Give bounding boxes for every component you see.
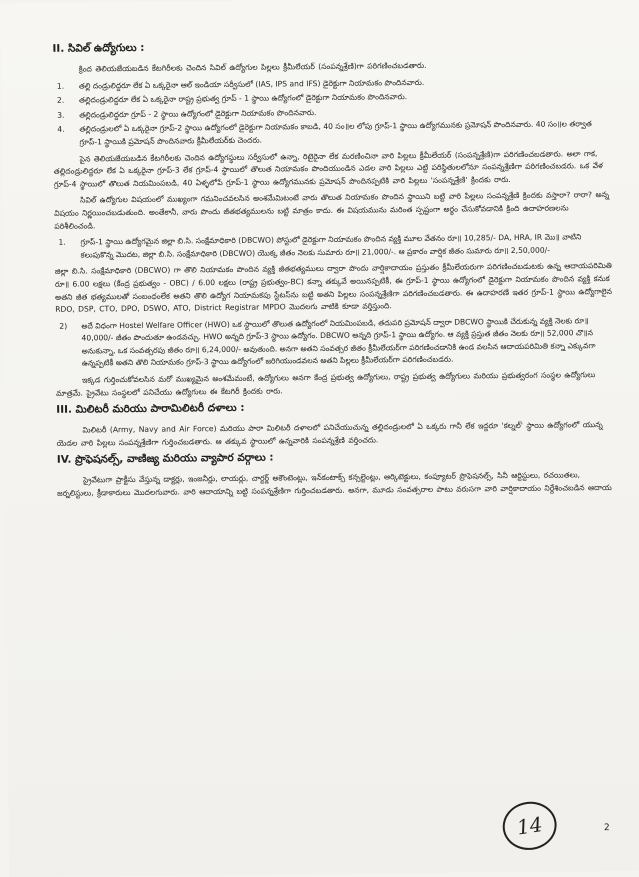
section-heading-military: III. మిలిటరీ మరియు పారామిలిటరీ దళాలు :: [56, 402, 245, 417]
example-1: 1. గ్రూప్-1 స్థాయి ఉద్యోగమైన జిల్లా బి.సి. సంక్షేమాధికారి (DBCWO) పోస్టులో డైరెక్టుగా నియామకం పొందిన వ్యక్తి మూల వేతనం రూ॥ 10,285/- DA, HRA, IR మొ॥ వాటిని కలుపుకొన్న మొదట, జిల్లా బి.సి. సంక్షేమాధికారి (DBCWO) యొక్క జీతం నెలకు సుమారు రూ॥ 21,000/-. ఆ ప్రకారం వార్షిక జీతం సుమారు రూ॥ 2,50,000/-: [58, 232, 582, 260]
civil-paragraph-1: పైన తెలియజేయబడిన కేటగిరీలకు చెందిన ఉద్యోగస్థులు సర్వీసులో ఉన్నా, రిటైరైనా లేక మరణించినా వారి పిల్లలు క్రీమీలేయర్ (సంపన్నశ్రేణి)గా పరిగణించబడతారు. అలా గాక, తల్లిదండ్రులిద్దరూ లేక ఏ ఒక్కరైనా గ్రూప్-3 లేక గ్రూప్-4 స్థాయిలో తొలుత నియామకం పొందియుండిన ఎడల వారి పిల్లలు ఎట్టి పరిస్థితులలోనూ సంపన్నశ్రేణిగా పరిగణించబడరు. ఒక వేళ గ్రూప్-4 స్థాయిలో తొలుత నియమింపబడి, 40 ఏళ్ళలోపే గ్రూప్-1 స్థాయి ఉద్యోగమునకు ప్రమోషన్ పొందినప్పటికి వారి పిల్లలు 'సంపన్నశ్రేణి' క్రిందకు రారు.: [53, 148, 603, 189]
professionals-text: ప్రైవేటుగా ప్రాక్టీసు వేస్తున్న డాక్టర్లు, ఇంజనీర్లు, లాయర్లు, చార్టర్డ్ అకౌంటెంట్లు, ఇన్‌కంటాక్స్ కన్సల్టెంట్లు, ఆర్కిటెక్టులు, కంప్యూటర్ ప్రొఫెషనల్స్, సినీ ఆర్టిస్టులు, రచయితలు, జర్నలిస్టులు, క్రీడాకారులు మొదలగువారు. వారి ఆదాయాన్ని బట్టి సంపన్నశ్రేణిగా గుర్తించబడతారు. అనగా, మూడు సంవత్సరాల పాటు వరుసగా వారి వార్షికాదాయం నిర్దేశించబడిన ఆదాయ: [57, 470, 612, 498]
handwritten-page-stamp: 14: [499, 798, 560, 854]
list-item: 2. తల్లిదండ్రులిద్దరూ లేక ఏ ఒక్కరైనా రాష్ట్ర ప్రభుత్వ గ్రూప్ - 1 స్థాయి ఉద్యోగంలో డైరెక్టుగా నియామకం పొందినవారు.: [56, 92, 408, 105]
example-1-continuation: జిల్లా బి.సి. సంక్షేమాధికారి (DBCWO) గా తొలి నియామకం పొందిన వ్యక్తి జీతభత్యములు ద్వారా పొందు వార్షికాదాయం ప్రస్తుతం క్రీమీలేయరుగా పరిగణించబడుటకు ఉన్న ఆదాయపరిమితి రూ॥ 6.00 లక్షలు (కేంద్ర ప్రభుత్వం - OBC) / 6.00 లక్షలు (రాష్ట్ర ప్రభుత్వం-BC) కన్నా తక్కువే అయినప్పటికీ, ఈ గ్రూప్-1 స్థాయి ఉద్యోగంలో డైరెక్టుగా నియామకం పొందిన వ్యక్తి కనుక అతని జీత భత్యములతో సంబంధంలేక అతని తొలి ఉద్యోగ నియామకపు స్టేటస్‌ను బట్టి అతని పిల్లలు సంపన్నశ్రేణిగా పరిగణించబడతారు. ఈ ఉదాహరణే ఇతర గ్రూప్-1 స్థాయి ఉద్యోగాలైన RDO, DSP, CTO, DPO, DSWO, ATO, District Registrar MPDO మొదలగు వాటికి కూడా వర్తిస్తుంది.: [54, 261, 612, 314]
section-heading-professionals: IV. ప్రొఫెషనల్స్, వాణిజ్య మరియు వ్యాపార వర్గాలు :: [56, 451, 274, 467]
example-2: 2) అదే విధంగా Hostel Welfare Officer (HWO) ఒక స్థాయిలో తొలుత ఉద్యోగంలో నియమింపబడి, తదుపరి ప్రమోషన్ ద్వారా DBCWO స్థాయికి చేరుకున్న వ్యక్తి నెలకు రూ॥ 40,000/- జీతం పొందుతూ ఉండవచ్చు. HWO అన్నది గ్రూప్-3 స్థాయి ఉద్యోగం. DBCWO అన్నది గ్రూప్-1 స్థాయి ఉద్యోగం. ఆ వ్యక్తి ప్రస్తుత జీతం నెలకు రూ॥ 52,000 చొ॥న అనుకున్నా, ఒక సంవత్సరపు జీతం రూ॥ 6,24,000/- అవుతుంది. అనగా అతని సంవత్సర జీతం క్రీమీలేయర్‌గా పరిగణించడానికి ఉండ వలసిన ఆదాయపరిమితి కన్నా ఎక్కువగా ఉన్నప్పటికీ అతని తొలి నియామకం గ్రూప్-3 స్థాయి ఉద్యోగంలో జరిగియుండవలన అతని పిల్లలు క్రీమీలేయర్‌గా పరిగణించబడరు.: [59, 315, 596, 368]
civil-closing: ఇక్కడ గుర్తించుకోవలసిన మరో ముఖ్యమైన అంశమేమంటే, ఉద్యోగులు అనగా కేంద్ర ప్రభుత్వ ఉద్యోగులు, రాష్ట్ర ప్రభుత్వ ఉద్యోగులు మరియు ప్రభుత్వరంగ సంస్థల ఉద్యోగులు మాత్రమే. ప్రైవేటు సంస్థలలో పనిచేయు ఉద్యోగులు ఈ కేటగిరీ క్రిందకు రారు.: [56, 370, 596, 398]
section-heading-civil: II. సివిల్ ఉద్యోగులు :: [52, 41, 145, 55]
page-number: 2: [603, 823, 610, 834]
civil-paragraph-2: సివిల్ ఉద్యోగుల విషయంలో ముఖ్యంగా గమనించవలసిన అంశమేమిటంటే వారు తొలుత నియామకం పొందిన స్థాయిని బట్టి వారి పిల్లలు సంపన్నశ్రేణి క్రిందకు వస్తారా? రారా? అన్న విషయం నిర్ణయించబడుతుంది. అంతేకానీ, వారు పొందు జీతభత్యములను బట్టి మాత్రం కాదు. ఈ విషయమును మరింత స్పష్టంగా అర్థం చేసుకోవడానికి క్రింది ఉదాహరణలను పరిశీలించండి.: [54, 190, 610, 231]
civil-intro: క్రింద తెలియజేయబడిన కేటగిరీలకు చెందిన సివిల్ ఉద్యోగుల పిల్లలు క్రీమీలేయర్ (సంపన్నశ్రేణి)గా పరిగణించబడతారు.: [78, 60, 427, 74]
list-item: 4. తల్లిదండ్రులలో ఏ ఒక్కరైనా గ్రూప్-2 స్థాయి ఉద్యోగంలో డైరెక్టుగా నియామకం కాబడి, 40 సం॥ల లోపు గ్రూప్-1 స్థాయి ఉద్యోగమునకు ప్రమోషన్ పొందినవారు. 40 సం॥ల తర్వాత గ్రూప్-1 స్థాయికి ప్రమోషన్ పొందినవారు క్రీమీలేయర్‌కు చెందరు.: [57, 119, 592, 147]
military-text: మిలిటరీ (Army, Navy and Air Force) మరియు పారా మిలిటరీ దళాలలో పనిచేయుచున్న తల్లిదండ్రులలో ఏ ఒక్కరు గానీ లేక ఇద్దరూ 'కల్నల్' స్థాయి ఉద్యోగంలో యున్న యెడల వారి పిల్లలు సంపన్నశ్రేణిగా గుర్తించబడతారు. ఆ తక్కువ స్థాయిలో ఉన్నవారికి సంపన్నశ్రేణి వర్తించదు.: [56, 420, 603, 448]
list-item: 3. తల్లిదండ్రులిద్దరూ గ్రూప్ - 2 స్థాయి ఉద్యోగంలో డైరెక్టుగా నియామకం పొందినవారు.: [57, 107, 317, 120]
civil-criteria-list: [53, 75, 611, 150]
list-item: 1. తల్లి దండ్రులిద్దరూ లేక ఏ ఒక్కరైనా ఆల్ ఇండియా సర్వీసులో (IAS, IPS and IFS) డైరెక్టుగా నియామకం పొందినవారు.: [56, 77, 425, 91]
